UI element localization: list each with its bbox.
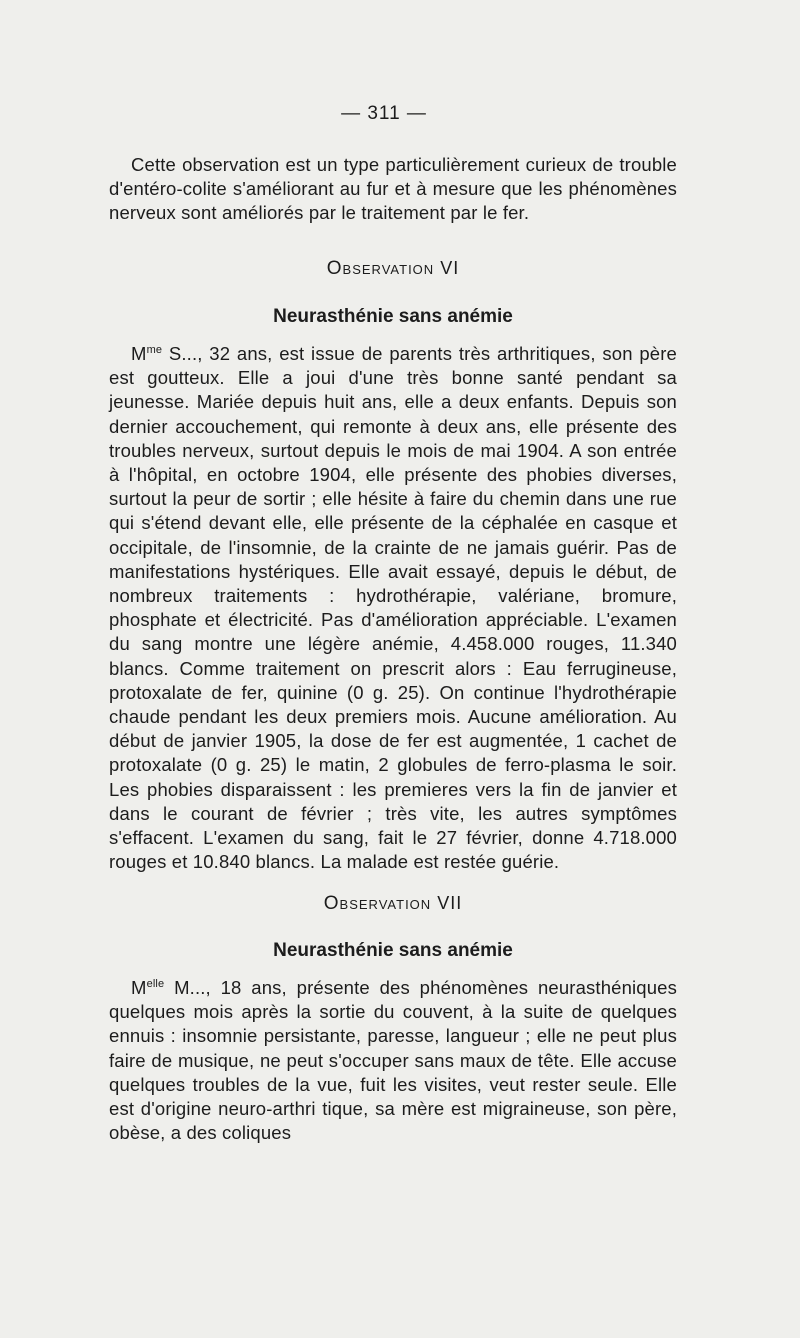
observation-6-label: Observation xyxy=(326,258,435,279)
observation-7-number: VII xyxy=(437,893,463,913)
observation-6-title: Neurasthénie sans anémie xyxy=(273,306,513,327)
observation-6-paragraph xyxy=(109,342,677,874)
observation-7-paragraph xyxy=(109,976,677,1145)
observation-7-label: Observation xyxy=(323,893,432,914)
observation-6-number: VI xyxy=(440,258,460,278)
page-number: — 311 — xyxy=(341,103,427,124)
observation-6-body: S..., 32 ans, est issue de parents très arthritiques, son père est goutteux. Elle a joui d'une très bonne santé pendant sa jeunesse. Mariée depuis huit ans, elle a deux enfants. Depuis son dernier accouchement, qui remonte à deux ans, elle présente des troubles nerveux, surtout depuis le mois de mai 1904. A son entrée à l'hôpital, en octobre 1904, elle présente des phobies diverses, surtout la peur de sortir ; elle hésite à faire du chemin dans une rue qui s'étend devant elle, elle présente de la céphalée en casque et occipitale, de l'insomnie, de la crainte de ne jamais guérir. Pas de manifestations hystériques. Elle avait essayé, depuis le début, de nombreux traitements : hydrothérapie, valériane, bromure, phosphate et électricité. Pas d'amélioration appréciable. L'examen du sang montre une légère anémie, 4.458.000 rouges, 11.340 blancs. Comme traitement on prescrit alors : Eau ferrugineuse, protoxalate de fer, quinine (0 g. 25). On continue l'hydrothérapie chaude pendant les deux premiers mois. Aucune amélioration. Au début de janvier 1905, la dose de fer est augmentée, 1 cachet de protoxalate (0 g. 25) le matin, 2 globules de ferro-plasma le soir. Les phobies disparaissent : les premieres vers la fin de janvier et dans le courant de février ; très vite, les autres symptômes s'effacent. L'examen du sang, fait le 27 février, donne 4.718.000 rouges et 10.840 blancs. La malade est restée guérie. xyxy=(109,343,677,873)
observation-7-honorific: $M^{elle}$ xyxy=(131,977,165,998)
observation-7-body: M..., 18 ans, présente des phénomènes neurasthéniques quelques mois après la sortie du couvent, à la suite de quelques ennuis : insomnie persistante, paresse, langueur ; elle ne peut plus faire de musique, ne peut s'occuper sans maux de tête. Elle accuse quelques troubles de la vue, fuit les visites, veut rester seule. Elle est d'origine neuro-arthri tique, sa mère est migraineuse, son père, obèse, a des coliques xyxy=(109,977,677,1144)
intro-paragraph: Cette observation est un type particulièrement curieux de trouble d'entéro-colite s'améliorant au fur et à mesure que les phénomènes nerveux sont améliorés par le traitement par le fer. xyxy=(109,154,677,224)
observation-6-block xyxy=(109,342,677,874)
intro-block xyxy=(109,153,677,226)
observation-6-heading xyxy=(109,258,677,280)
observation-7-heading xyxy=(109,893,677,915)
observation-7-title: Neurasthénie sans anémie xyxy=(273,940,513,961)
observation-6-honorific: $M^{me}$ xyxy=(131,343,163,364)
observation-7-block xyxy=(109,976,677,1145)
